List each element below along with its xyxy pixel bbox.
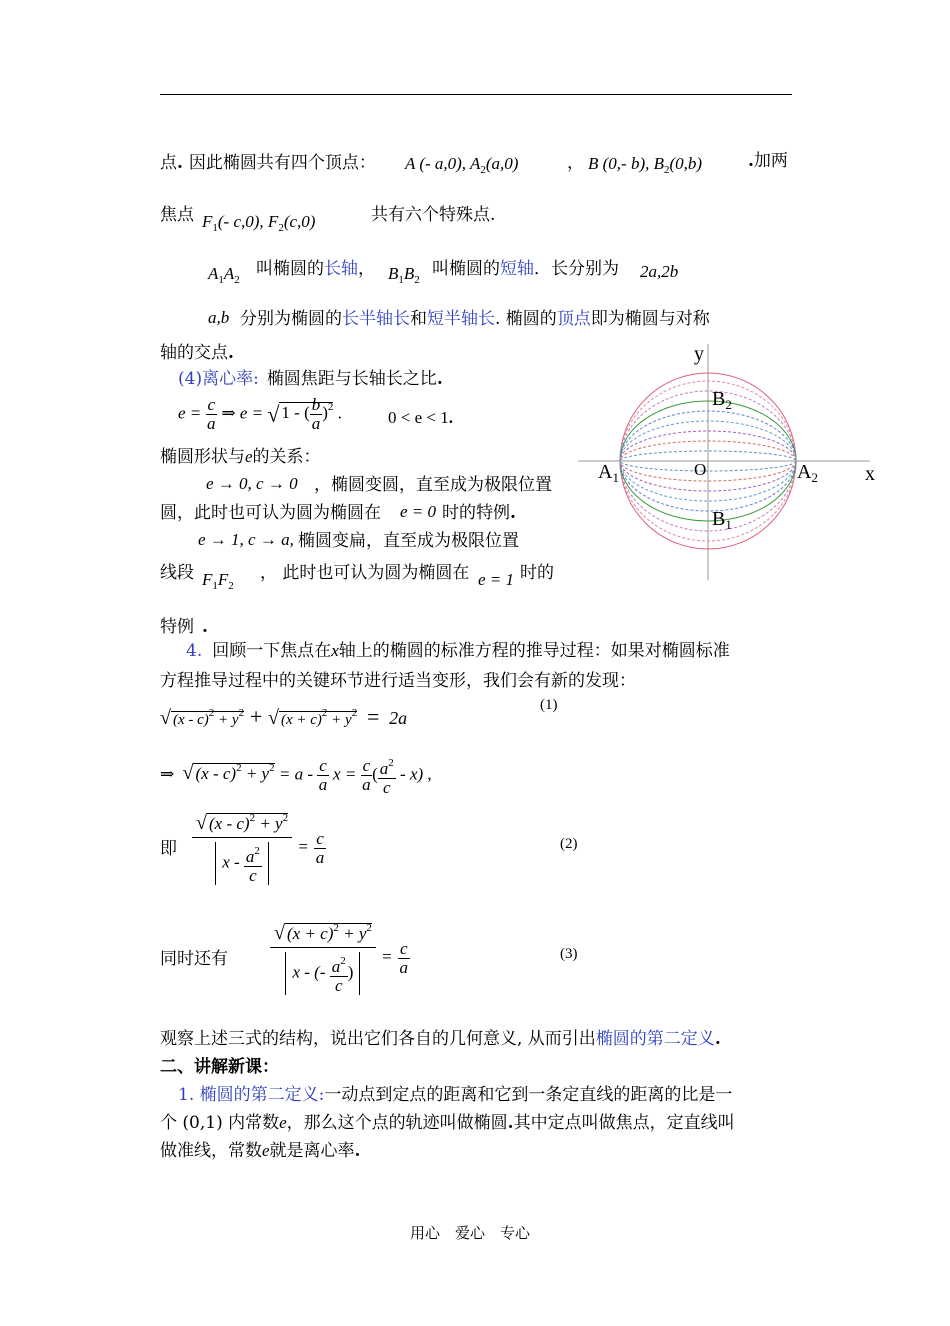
text-line-10-tail: 时的特例. bbox=[442, 503, 516, 523]
text-line-5: 轴的交点. bbox=[160, 343, 234, 363]
text-line-2: 焦点 bbox=[160, 205, 194, 225]
text-line-14: 4. 回顾一下焦点在x轴上的椭圆的标准方程的推导过程：如果对椭圆标准 bbox=[186, 641, 730, 661]
text-line-15: 方程推导过程中的关键环节进行适当变形，我们会有新的发现： bbox=[160, 671, 636, 691]
text-line-13: 特例 . bbox=[160, 617, 208, 637]
equation-2-number: (2) bbox=[560, 836, 578, 852]
ji-label: 即 bbox=[160, 839, 177, 859]
comma-1: ， bbox=[567, 153, 584, 173]
equation-3-number: (3) bbox=[560, 946, 578, 962]
foci-math: $F_1(-$ c,0), $F_2(c,0)$ bbox=[202, 212, 316, 234]
eccentricity-formula: e = $\frac{c}{a}$ ⇒ e = √ 1 - ( $\frac{b}{a}$ )$^2$ . bbox=[178, 395, 342, 433]
text-line-11: 椭圆变扁，直至成为极限位置 bbox=[298, 531, 519, 551]
major-axis-symbol: $A_1A_2$ bbox=[208, 264, 240, 286]
text-line-20: 观察上述三式的结构，说出它们各自的几何意义, 从而引出椭圆的第二定义. bbox=[160, 1029, 721, 1049]
also-have-label: 同时还有 bbox=[160, 949, 228, 969]
text-line-4: 分别为椭圆的长半轴长和短半轴长. 椭圆的顶点即为椭圆与对称 bbox=[240, 309, 710, 329]
axis-lengths: 2a,2b bbox=[640, 262, 679, 281]
b2-label: $B_2$ bbox=[712, 388, 732, 412]
text-line-3b: 叫椭圆的短轴．长分别为 bbox=[432, 259, 619, 279]
minor-axis-symbol: $B_1B_2$ bbox=[388, 264, 420, 286]
text-line-1: 点. 因此椭圆共有四个顶点： bbox=[160, 153, 376, 173]
equation-3: √ $(x + c)^2 + y^2$ x - (- $\frac{a^2}{c}$ ) = $\frac{c}{a}$ bbox=[270, 922, 410, 995]
e-eq-1: e = 1 bbox=[478, 570, 515, 589]
text-line-24: 做准线，常数e就是离心率. bbox=[160, 1141, 361, 1161]
text-line-22: 1. 椭圆的第二定义:一动点到定点的距离和它到一条定直线的距离的比是一 bbox=[178, 1085, 733, 1105]
equation-1-number: (1) bbox=[540, 697, 558, 713]
y-axis-label: y bbox=[694, 343, 704, 365]
equation-1: √ $(x - c)^2 + y^2$ + √ $(x + c)^2 + y^2 = 2a$ bbox=[160, 704, 408, 729]
text-line-8: 椭圆形状与e的关系： bbox=[160, 447, 321, 467]
equation-2: √ $(x - c)^2 + y^2$ x - $\frac{a^2}{c}$ = $\frac{c}{a}$ bbox=[192, 812, 326, 885]
eccentricity-range: 0 < e < 1. bbox=[388, 408, 453, 427]
text-line-2-tail: 共有六个特殊点. bbox=[371, 205, 496, 225]
a2-label: $A_2$ bbox=[797, 461, 818, 485]
text-line-1-tail: .加两 bbox=[748, 151, 788, 171]
limit-e0: e → 0, c → 0 bbox=[206, 474, 298, 493]
footer: 用心 爱心 专心 bbox=[410, 1224, 531, 1242]
text-line-10: 圆，此时也可认为圆为椭圆在 bbox=[160, 503, 381, 523]
section-heading: 二、讲解新课： bbox=[160, 1057, 279, 1077]
text-line-3a: 叫椭圆的长轴， bbox=[256, 259, 375, 279]
text-line-23: 个 (0,1) 内常数e，那么这个点的轨迹叫做椭圆.其中定点叫做焦点，定直线叫 bbox=[160, 1113, 735, 1133]
text-line-12-tail: 时的 bbox=[520, 563, 554, 583]
ab-symbol: a,b bbox=[208, 308, 230, 327]
e-eq-0: e = 0 bbox=[400, 502, 437, 521]
b1-label: $B_1$ bbox=[712, 508, 732, 532]
text-line-12: 线段 bbox=[160, 563, 194, 583]
vertices-math-b: B (0,- b), $B_2(0,b)$ bbox=[588, 154, 703, 176]
ellipse-figure bbox=[578, 332, 898, 594]
origin-label: O bbox=[694, 460, 707, 479]
eccentricity-heading: (4)离心率: 椭圆焦距与长轴长之比. bbox=[178, 369, 443, 389]
header-rule bbox=[160, 94, 792, 95]
text-line-12b: ， 此时也可认为圆为椭圆在 bbox=[260, 563, 470, 583]
x-axis-label: x bbox=[865, 463, 875, 485]
equation-derivation: ⇒ √ $(x - c)^2 + y^2 = a$ - $\frac{c}{a}$ x = $\frac{c}{a}$ ( $\frac{a^2}{c}$ - x) , bbox=[160, 756, 432, 797]
vertices-math-a: A (- a,0), $A_2(a,0)$ bbox=[405, 154, 519, 176]
segment-f1f2: $F_1F_2$ bbox=[202, 570, 234, 592]
limit-e1: e → 1, c → a, bbox=[198, 530, 294, 549]
text-line-9: ，椭圆变圆，直至成为极限位置 bbox=[314, 475, 552, 495]
a1-label: $A_1$ bbox=[598, 461, 619, 485]
